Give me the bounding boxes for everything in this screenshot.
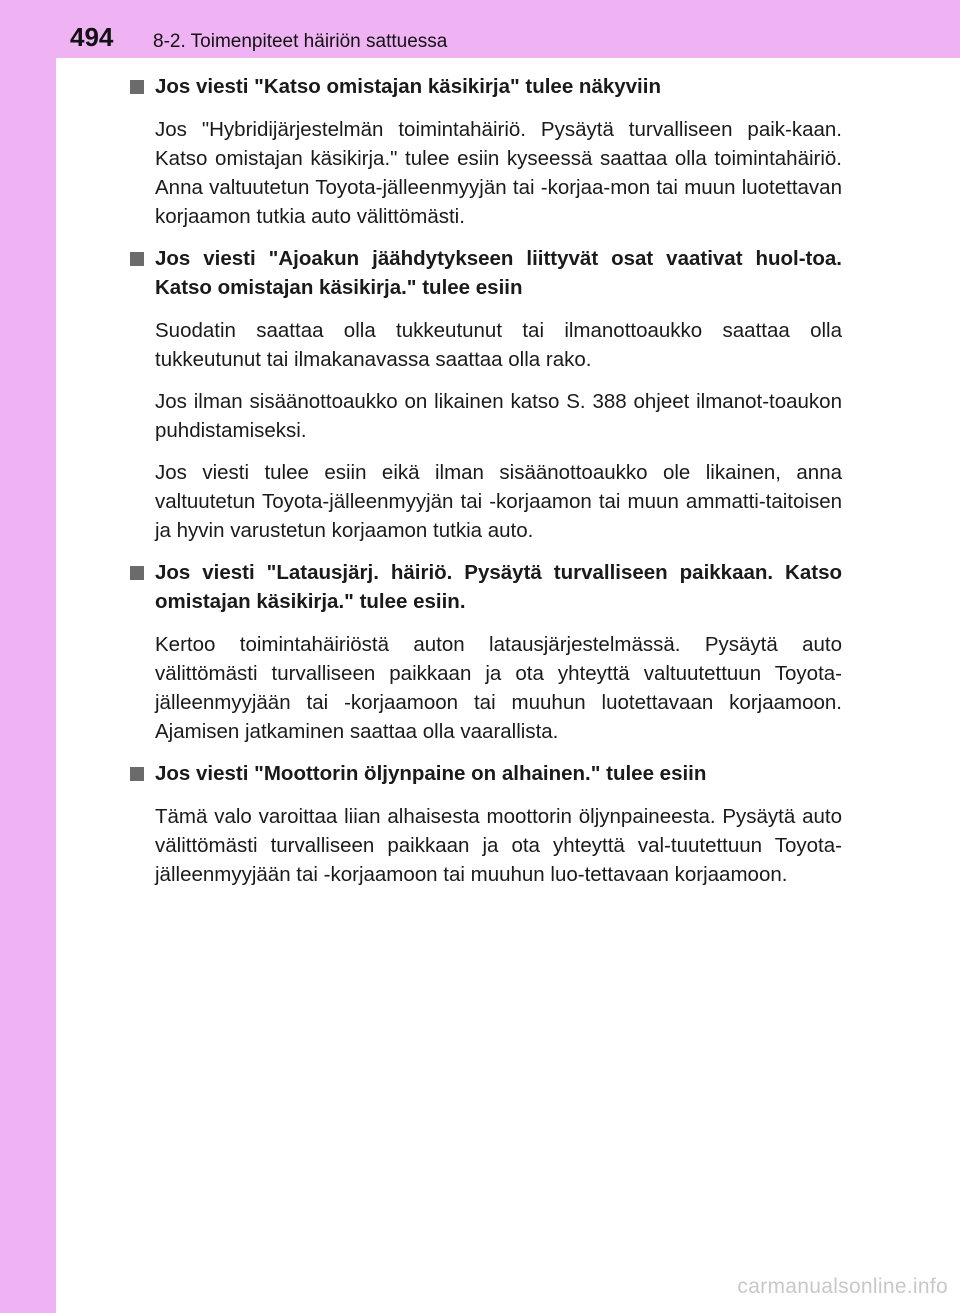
heading-text: Jos viesti "Moottorin öljynpaine on alhainen." tulee esiin	[155, 762, 707, 785]
section-title: 8-2. Toimenpiteet häiriön sattuessa	[153, 31, 448, 52]
watermark: carmanualsonline.info	[737, 1275, 948, 1298]
paragraph: Jos ilman sisäänottoaukko on likainen katso S. 388 ohjeet ilmanot-toaukon puhdistamiseksi.	[155, 390, 842, 442]
heading-text: Jos viesti "Katso omistajan käsikirja" tulee näkyviin	[155, 75, 661, 98]
square-bullet-icon	[130, 252, 144, 266]
section-oljynpaine	[128, 759, 842, 889]
paragraph: Jos viesti tulee esiin eikä ilman sisäänottoaukko ole likainen, anna valtuutetun Toyota-jälleenmyyjän tai -korjaamon tai muun ammatti-taitoisen ja hyvin varustetun korjaamon tutkia auto.	[155, 461, 842, 542]
square-bullet-icon	[130, 80, 144, 94]
square-bullet-icon	[130, 767, 144, 781]
side-color-band	[0, 0, 56, 1313]
paragraph: Tämä valo varoittaa liian alhaisesta moottorin öljynpaineesta. Pysäytä auto välittömästi turvalliseen paikkaan ja ota yhteyttä val-tuutettuun Toyota-jälleenmyyjään tai -korjaamoon tai muuhun luo-tettavaan korjaamoon.	[155, 805, 842, 886]
square-bullet-icon	[130, 566, 144, 580]
section-latausjarjestelma	[128, 558, 842, 746]
section-ajoakun-jaahdytys	[128, 244, 842, 545]
paragraph: Suodatin saattaa olla tukkeutunut tai ilmanottoaukko saattaa olla tukkeutunut tai ilmakanavassa saattaa olla rako.	[155, 319, 842, 371]
section-heading	[128, 558, 842, 616]
section-heading	[128, 759, 842, 788]
heading-text: Jos viesti "Ajoakun jäähdytykseen liittyvät osat vaativat huol-toa. Katso omistajan käsikirja." tulee esiin	[155, 247, 842, 299]
page-content	[128, 72, 842, 902]
paragraph: Kertoo toimintahäiriöstä auton latausjärjestelmässä. Pysäytä auto välittömästi turvalliseen paikkaan ja ota yhteyttä valtuutettuun Toyota-jälleenmyyjään tai -korjaamoon tai muuhun luotettavaan korjaamoon. Ajamisen jatkaminen saattaa olla vaarallista.	[155, 633, 842, 743]
heading-text: Jos viesti "Latausjärj. häiriö. Pysäytä turvalliseen paikkaan. Katso omistajan käsikirja." tulee esiin.	[155, 561, 842, 613]
paragraph: Jos "Hybridijärjestelmän toimintahäiriö. Pysäytä turvalliseen paik-kaan. Katso omistajan käsikirja." tulee esiin kyseessä saattaa olla toimintahäiriö. Anna valtuutetun Toyota-jälleenmyyjän tai -korjaa-mon tai muun luotettavan korjaamon tutkia auto välittömästi.	[155, 118, 842, 228]
section-heading	[128, 244, 842, 302]
page-number: 494	[70, 22, 114, 52]
section-heading	[128, 72, 842, 101]
section-katso-omistajan-kasikirja	[128, 72, 842, 231]
